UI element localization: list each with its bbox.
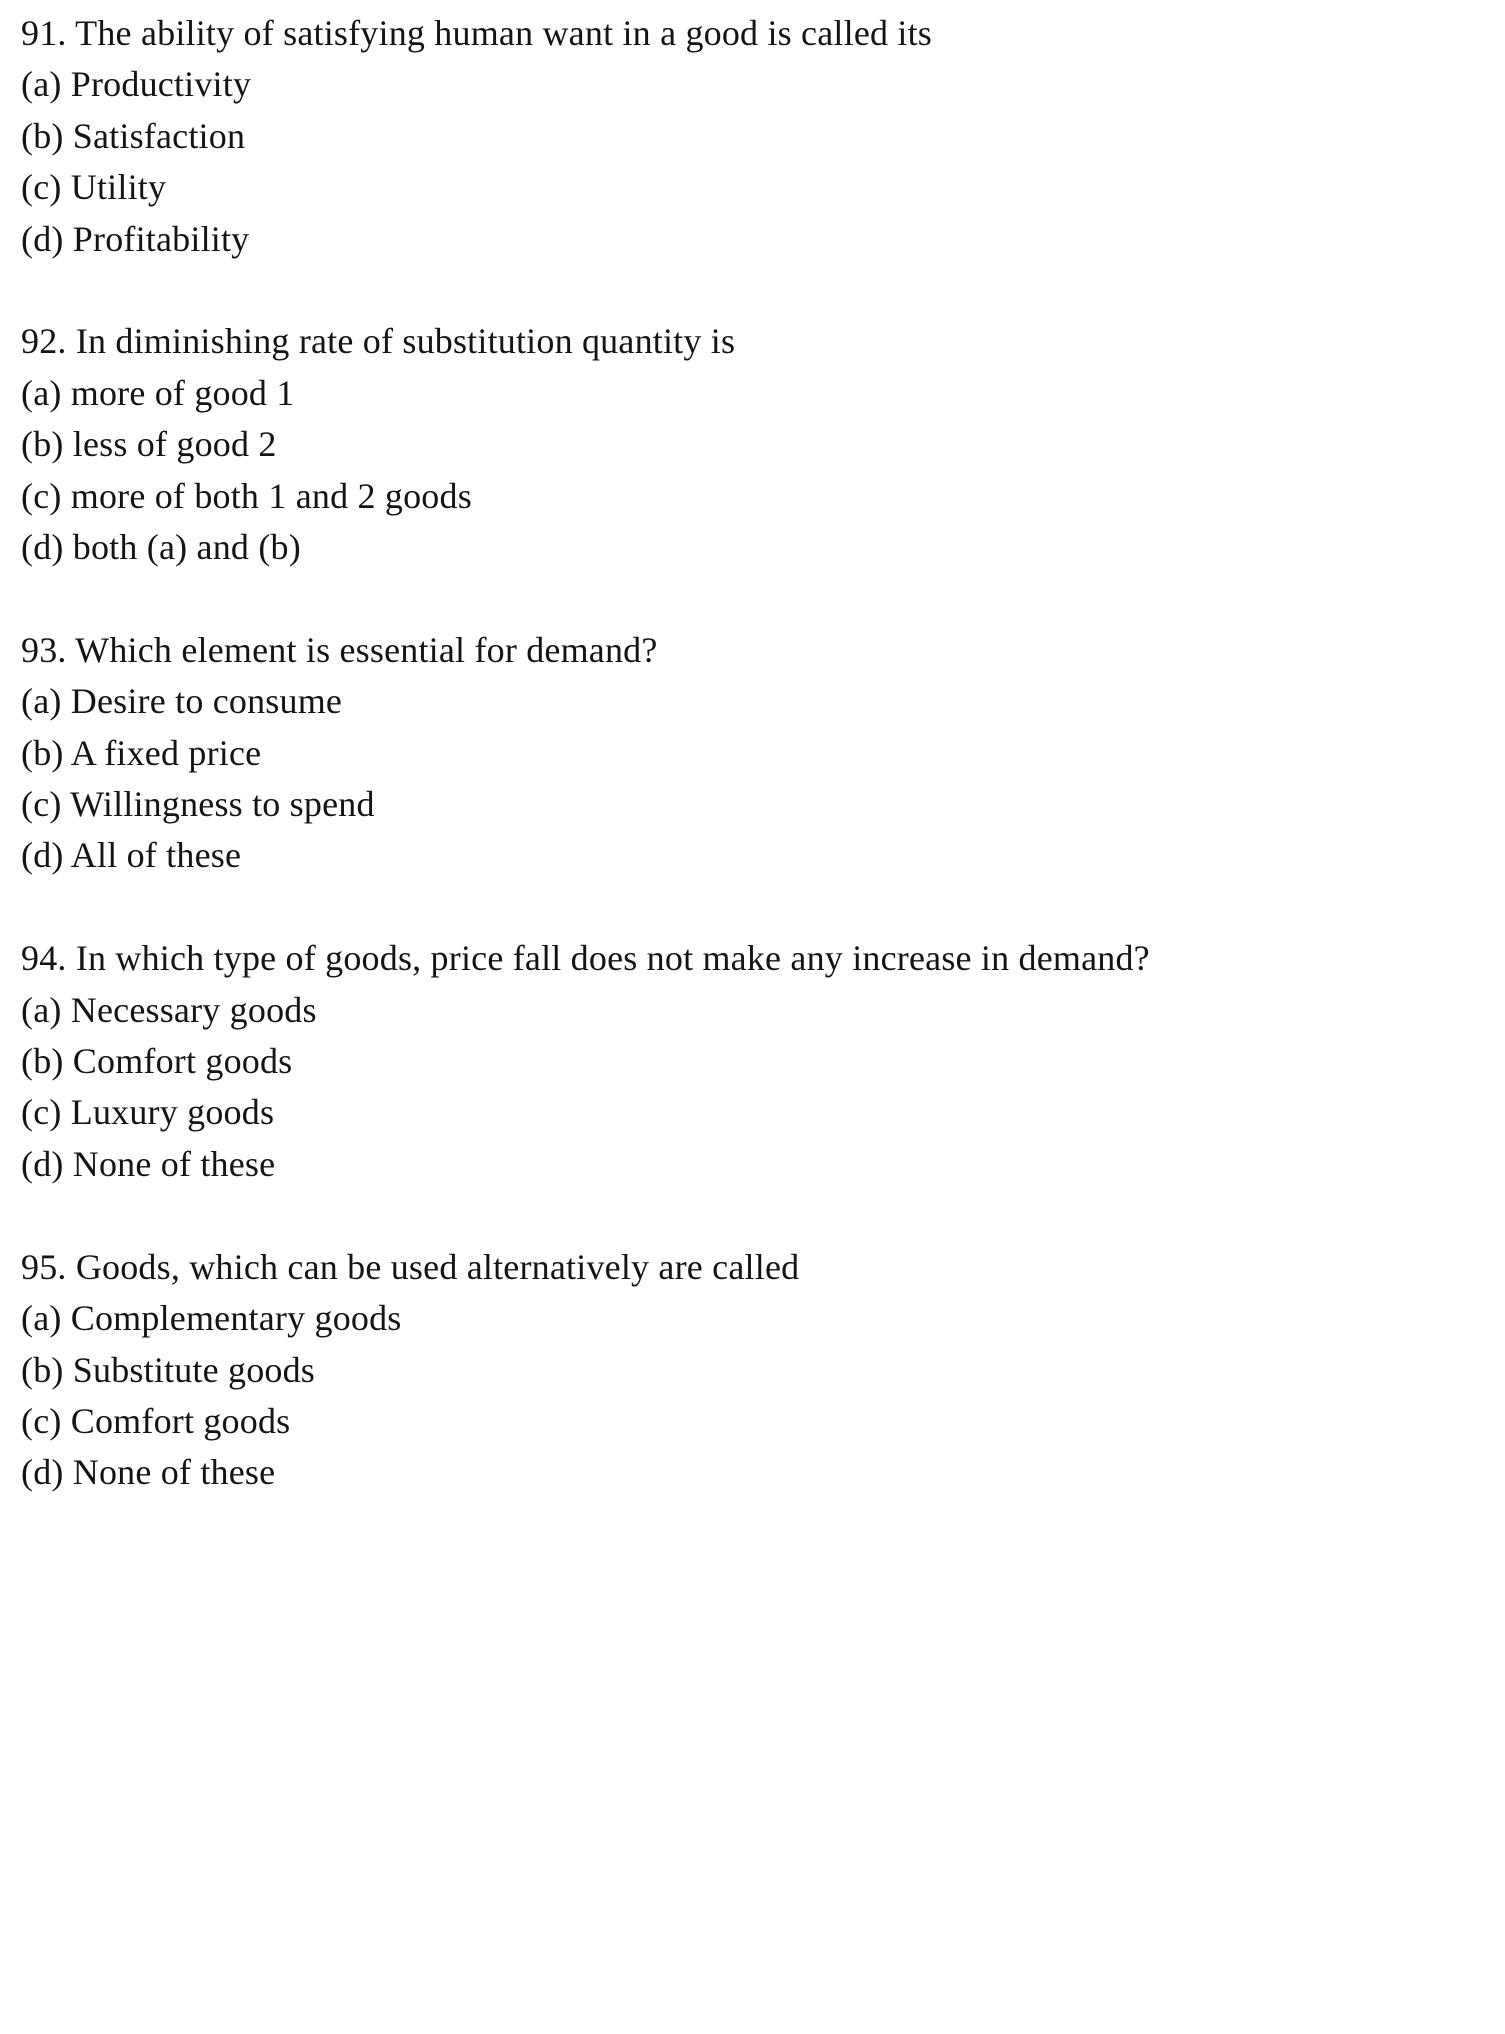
option-label: (c): [21, 167, 62, 208]
question-number: 95.: [21, 1246, 67, 1287]
question-line: [21, 316, 1481, 367]
option-text: Substitute goods: [72, 1349, 316, 1390]
option-line: [21, 1036, 1481, 1087]
option-text: both (a) and (b): [72, 527, 301, 568]
option-text: Utility: [70, 167, 167, 208]
option-label: (a): [21, 681, 62, 722]
question-block: [21, 1242, 1481, 1499]
option-text: Necessary goods: [70, 989, 317, 1030]
option-label: (b): [21, 1041, 64, 1082]
question-line: [21, 933, 1481, 984]
option-line: [21, 471, 1481, 522]
option-line: [21, 214, 1481, 265]
option-line: [21, 368, 1481, 419]
option-label: (a): [21, 64, 62, 105]
option-label: (b): [21, 732, 64, 773]
question-block: [21, 8, 1481, 265]
option-text: Willingness to spend: [70, 784, 375, 825]
option-line: [21, 1345, 1481, 1396]
option-line: [21, 111, 1481, 162]
option-line: [21, 779, 1481, 830]
question-block: [21, 316, 1481, 573]
option-text: Comfort goods: [70, 1400, 291, 1441]
question-line: [21, 8, 1481, 59]
option-label: (d): [21, 1452, 64, 1493]
option-list: [21, 1293, 1481, 1499]
option-text: None of these: [72, 1452, 276, 1493]
option-text: more of good 1: [70, 372, 295, 413]
option-text: Complementary goods: [70, 1298, 402, 1339]
option-label: (c): [21, 1092, 62, 1133]
option-text: A fixed price: [70, 732, 262, 773]
question-block: [21, 625, 1481, 882]
option-line: [21, 522, 1481, 573]
option-line: [21, 1087, 1481, 1138]
option-line: [21, 728, 1481, 779]
question-block: [21, 933, 1481, 1190]
option-label: (c): [21, 1400, 62, 1441]
question-list: [21, 8, 1481, 1499]
option-text: Luxury goods: [70, 1092, 275, 1133]
question-text: In which type of goods, price fall does not make any increase in demand?: [75, 938, 1150, 979]
option-label: (a): [21, 989, 62, 1030]
option-label: (d): [21, 527, 64, 568]
option-line: [21, 1447, 1481, 1498]
option-label: (b): [21, 115, 64, 156]
option-line: [21, 59, 1481, 110]
option-line: [21, 1396, 1481, 1447]
option-label: (a): [21, 1298, 62, 1339]
option-text: None of these: [72, 1143, 276, 1184]
option-label: (b): [21, 1349, 64, 1390]
option-line: [21, 985, 1481, 1036]
question-number: 93.: [21, 629, 67, 670]
option-text: Desire to consume: [70, 681, 343, 722]
question-text: Goods, which can be used alternatively are called: [75, 1246, 800, 1287]
question-text: In diminishing rate of substitution quantity is: [75, 321, 736, 362]
option-label: (d): [21, 1143, 64, 1184]
option-label: (c): [21, 784, 62, 825]
option-line: [21, 162, 1481, 213]
question-line: [21, 625, 1481, 676]
option-line: [21, 1139, 1481, 1190]
option-list: [21, 676, 1481, 882]
option-label: (d): [21, 835, 64, 876]
option-line: [21, 1293, 1481, 1344]
question-text: Which element is essential for demand?: [75, 629, 658, 670]
option-text: Satisfaction: [72, 115, 246, 156]
option-label: (c): [21, 475, 62, 516]
option-label: (b): [21, 424, 64, 465]
option-text: less of good 2: [72, 424, 277, 465]
question-number: 92.: [21, 321, 67, 362]
option-text: Profitability: [72, 218, 250, 259]
option-text: All of these: [70, 835, 242, 876]
option-line: [21, 676, 1481, 727]
question-line: [21, 1242, 1481, 1293]
option-list: [21, 59, 1481, 265]
option-label: (a): [21, 372, 62, 413]
option-text: Productivity: [70, 64, 252, 105]
option-list: [21, 985, 1481, 1191]
question-number: 94.: [21, 938, 67, 979]
question-text: The ability of satisfying human want in a good is called its: [75, 13, 933, 53]
option-text: more of both 1 and 2 goods: [70, 475, 472, 516]
option-text: Comfort goods: [72, 1041, 293, 1082]
question-number: 91.: [21, 13, 67, 53]
option-list: [21, 368, 1481, 574]
option-label: (d): [21, 218, 64, 259]
option-line: [21, 419, 1481, 470]
option-line: [21, 830, 1481, 881]
